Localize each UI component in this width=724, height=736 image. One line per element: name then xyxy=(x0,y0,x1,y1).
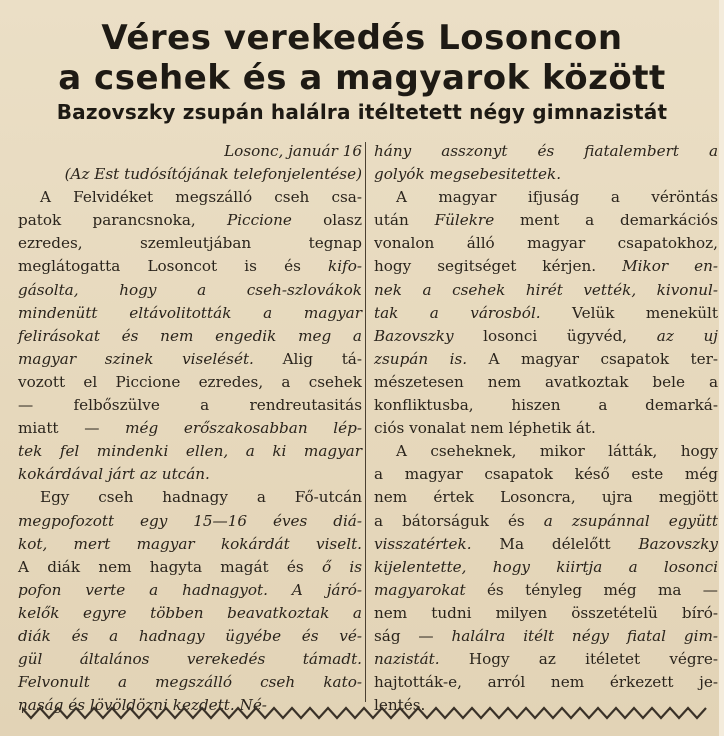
subheadline: Bazovszky zsupán halálra itéltetett négy gimnazistát xyxy=(56,100,668,124)
body-text: hogy segitséget kérjen. xyxy=(374,257,623,276)
italic-text: kifo- xyxy=(328,257,362,276)
article-line xyxy=(18,417,362,440)
article-line xyxy=(374,163,718,186)
headline-line-1: Véres verekedés Losoncon xyxy=(101,18,623,58)
article-line xyxy=(18,186,362,209)
article-line xyxy=(374,279,718,302)
page-edge xyxy=(719,0,724,736)
body-text: a bátorságuk és xyxy=(374,511,544,530)
body-text: Alig tá- xyxy=(253,349,362,368)
article-line xyxy=(374,255,718,278)
article-line xyxy=(374,394,718,417)
article-line xyxy=(18,325,362,348)
article-line xyxy=(374,209,718,232)
body-text: A magyar ifjuság a véröntás xyxy=(396,188,718,207)
decorative-border xyxy=(22,706,712,720)
body-text: után xyxy=(374,211,435,230)
italic-text: ő is xyxy=(321,557,363,576)
italic-text: kot, mert magyar kokárdát viselt. xyxy=(18,534,362,553)
article-line xyxy=(18,463,362,486)
body-text: A cseheknek, mikor látták, hogy xyxy=(396,442,718,461)
article-line xyxy=(18,648,362,671)
body-text: nem tudni milyen összetételü bíró- xyxy=(374,603,718,622)
italic-text: megpofozott egy 15—16 éves diá- xyxy=(18,511,362,530)
italic-text: halálra itélt négy fiatal gim- xyxy=(451,626,718,645)
article-line xyxy=(374,417,718,440)
article-line xyxy=(374,510,718,533)
body-text: konfliktusba, hiszen a demarká- xyxy=(374,396,718,415)
body-text: A diák nem hagyta magát és xyxy=(18,557,322,576)
body-text: a magyar csapatok késő este még xyxy=(374,465,718,484)
italic-text: pofon verte a hadnagyot. A járó- xyxy=(18,580,362,599)
article-line xyxy=(374,625,718,648)
italic-text: Bazovszky xyxy=(374,326,454,345)
article-line xyxy=(18,371,362,394)
italic-text: a zsupánnal együtt xyxy=(543,511,718,530)
italic-text: felirásokat és nem engedik meg a xyxy=(18,326,362,345)
article-line xyxy=(18,255,362,278)
article-line xyxy=(18,209,362,232)
body-text: — felbőszülve a rendreutasitás xyxy=(18,396,362,415)
article-line xyxy=(18,440,362,463)
article-line xyxy=(18,556,362,579)
body-text: mészetesen nem avatkoztak bele a xyxy=(374,372,718,391)
italic-text: tek fel mindenki ellen, a ki magyar xyxy=(18,442,362,461)
body-text: Egy cseh hadnagy a Fő-utcán xyxy=(40,488,362,507)
source-note: (Az Est tudósítójának telefonjelentése) xyxy=(64,165,362,184)
article-line xyxy=(374,325,718,348)
italic-text: mindenütt eltávolitották a magyar xyxy=(18,303,362,322)
article-line xyxy=(374,440,718,463)
article-line xyxy=(18,625,362,648)
article-line xyxy=(374,579,718,602)
article-line xyxy=(374,486,718,509)
body-text: miatt — xyxy=(18,419,126,438)
body-text: losonci ügyvéd, xyxy=(453,326,657,345)
italic-text: magyar szinek viselését. xyxy=(18,349,254,368)
italic-text: kijelentette, hogy kiirtja a losonci xyxy=(374,557,718,576)
italic-text: visszatértek. xyxy=(374,534,472,553)
article-line xyxy=(374,371,718,394)
article-line xyxy=(374,348,718,371)
italic-text: golyók megsebesitettek. xyxy=(374,165,562,184)
body-text: ezredes, szemleutjában tegnap xyxy=(18,234,362,253)
italic-text: diák és a hadnagy ügyébe és vé- xyxy=(18,626,362,645)
italic-text: kokárdával járt az utcán. xyxy=(18,465,210,484)
article-line xyxy=(374,140,718,163)
body-text: Velük menekült xyxy=(540,303,718,322)
body-text: meglátogatta Losoncot is és xyxy=(18,257,329,276)
left-column xyxy=(18,140,362,717)
italic-text: gül általános verekedés támadt. xyxy=(18,650,362,669)
body-text: ment a demarkációs xyxy=(494,211,718,230)
article-line xyxy=(18,348,362,371)
italic-text: naság és lövöldözni kezdett. Né- xyxy=(18,696,267,715)
body-text: patok parancsnoka, xyxy=(18,211,227,230)
right-column xyxy=(374,140,718,717)
italic-text: még erőszakosabban lép- xyxy=(125,419,362,438)
body-text: A magyar csapatok ter- xyxy=(467,349,718,368)
body-text: Ma délelőtt xyxy=(471,534,639,553)
body-text: nem értek Losoncra, ujra megjött xyxy=(374,488,718,507)
italic-text: Fülekre xyxy=(434,211,495,230)
article-line xyxy=(374,671,718,694)
body-text: Hogy az itéletet végre- xyxy=(439,650,718,669)
headline-line-2: a csehek és a magyarok között xyxy=(58,58,666,98)
article-line xyxy=(18,602,362,625)
body-text: olasz xyxy=(291,211,362,230)
article-line xyxy=(18,533,362,556)
article-line xyxy=(374,463,718,486)
article-line xyxy=(18,394,362,417)
italic-text: Piccione xyxy=(226,211,292,230)
italic-text: Bazovszky xyxy=(638,534,718,553)
article-line xyxy=(18,279,362,302)
article-line xyxy=(374,232,718,255)
italic-text: Mikor en- xyxy=(622,257,719,276)
body-text: vozott el Piccione ezredes, a csehek xyxy=(18,372,362,391)
column-divider xyxy=(365,142,366,702)
body-text: vonalon álló magyar csapatokhoz, xyxy=(374,234,718,253)
italic-text: nek a csehek hirét vették, kivonul- xyxy=(374,280,718,299)
italic-text: Felvonult a megszálló cseh kato- xyxy=(18,673,362,692)
body-text: hajtották-e, arról nem érkezett je- xyxy=(374,673,718,692)
dateline: Losonc, január 16 xyxy=(224,142,362,160)
italic-text: magyarokat xyxy=(374,580,466,599)
article-line xyxy=(374,533,718,556)
article-line xyxy=(18,579,362,602)
article-line xyxy=(374,648,718,671)
body-text: ciós vonalat nem léphetik át. xyxy=(374,419,596,438)
article-line xyxy=(374,556,718,579)
body-text: ság — xyxy=(374,626,452,645)
article-line xyxy=(18,671,362,694)
article-line xyxy=(374,602,718,625)
article-line xyxy=(374,302,718,325)
italic-text: zsupán is. xyxy=(374,349,468,368)
article-line xyxy=(18,232,362,255)
italic-text: kelők egyre többen beavatkoztak a xyxy=(18,603,362,622)
italic-text: hány asszonyt és fiatalembert a xyxy=(374,142,718,160)
body-text: A Felvidéket megszálló cseh csa- xyxy=(40,188,362,207)
article-line xyxy=(18,302,362,325)
article-line xyxy=(18,510,362,533)
italic-text: gásolta, hogy a cseh-szlovákok xyxy=(18,280,362,299)
italic-text: az uj xyxy=(656,326,718,345)
article-line xyxy=(18,486,362,509)
italic-text: tak a városból. xyxy=(374,303,541,322)
body-text: lentés. xyxy=(374,696,426,715)
body-text: és tényleg még ma — xyxy=(465,580,718,599)
italic-text: nazistát. xyxy=(374,650,440,669)
article-line xyxy=(374,186,718,209)
